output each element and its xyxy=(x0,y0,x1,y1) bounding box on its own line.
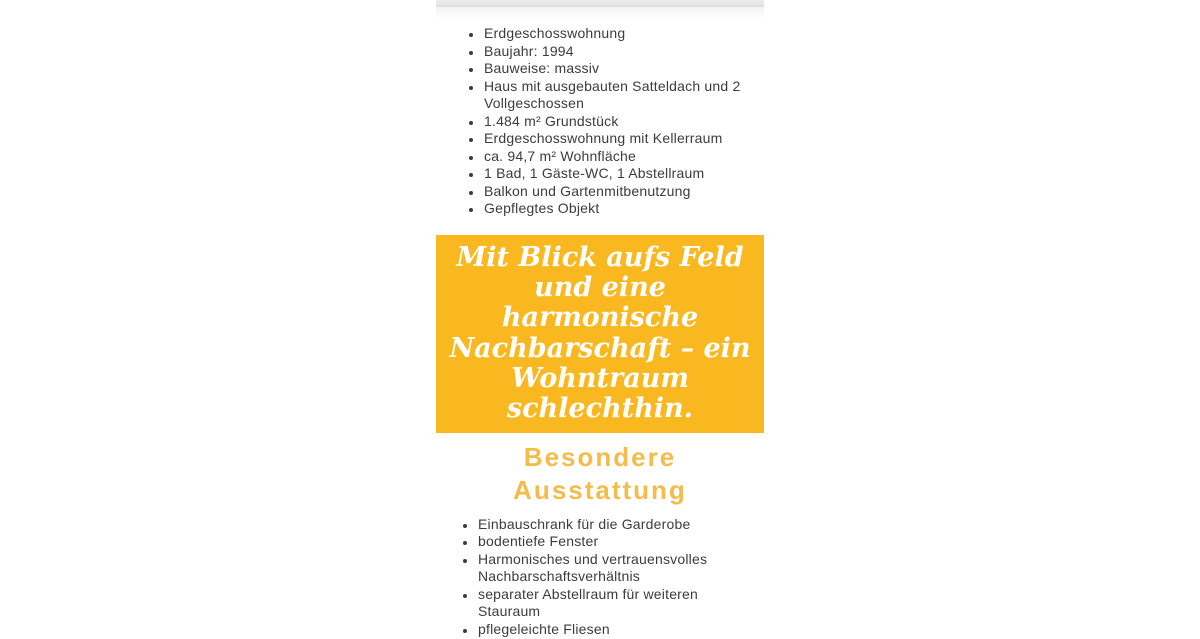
fact-item: • Erdgeschosswohnung mit Kellerraum xyxy=(483,130,764,148)
content-column xyxy=(436,0,764,637)
top-strip-shadow xyxy=(436,7,764,19)
feature-item: • separater Abstellraum für weiteren Stauraum xyxy=(477,586,764,621)
quote-banner xyxy=(436,235,764,433)
feature-item: • Harmonisches und vertrauensvolles Nachbarschaftsverhältnis xyxy=(477,551,764,586)
feature-item: • pflegeleichte Fliesen xyxy=(477,621,764,639)
fact-item: • Balkon und Gartenmitbenutzung xyxy=(483,183,764,201)
feature-item: • bodentiefe Fenster xyxy=(477,533,764,551)
property-facts-list xyxy=(436,25,764,218)
fact-item: • Gepflegtes Objekt xyxy=(483,200,764,218)
features-heading: Besondere Ausstattung xyxy=(513,441,687,505)
fact-item: • Baujahr: 1994 xyxy=(483,43,764,61)
features-list xyxy=(436,516,764,639)
fact-item: • Haus mit ausgebauten Satteldach und 2 Vollgeschossen xyxy=(483,78,764,113)
fact-item: • 1.484 m² Grundstück xyxy=(483,113,764,131)
fact-item: • 1 Bad, 1 Gäste-WC, 1 Abstellraum xyxy=(483,165,764,183)
fact-item: • Erdgeschosswohnung xyxy=(483,25,764,43)
cutoff-element-bottom-strip xyxy=(436,0,764,7)
fact-item: • Bauweise: massiv xyxy=(483,60,764,78)
quote-text: Mit Blick aufs Feld und eine harmonische Nachbarschaft – ein Wohntraum schlechthin. xyxy=(449,241,751,424)
fact-item: • ca. 94,7 m² Wohnfläche xyxy=(483,148,764,166)
feature-item: • Einbauschrank für die Garderobe xyxy=(477,516,764,534)
